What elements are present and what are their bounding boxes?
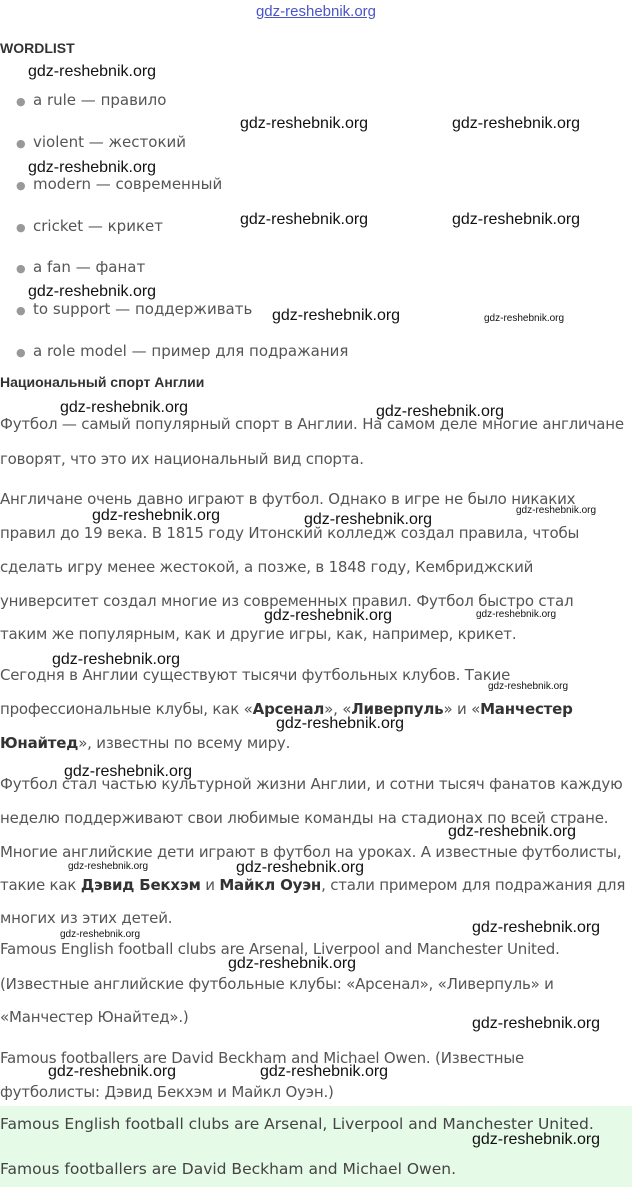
answer-line: Famous footballers are David Beckham and Michael Owen.	[0, 1160, 456, 1178]
watermark: gdz-reshebnik.org	[228, 955, 357, 972]
text-line: таким же популярным, как и другие игры, как, например, крикет.	[0, 625, 517, 643]
watermark: gdz-reshebnik.org	[236, 859, 365, 876]
watermark: gdz-reshebnik.org	[516, 505, 597, 516]
text-line: неделю поддерживают свои любимые команды на стадионах по всей стране.	[0, 809, 609, 827]
watermark: gdz-reshebnik.org	[28, 159, 157, 176]
watermark: gdz-reshebnik.org	[48, 1063, 177, 1080]
watermark: gdz-reshebnik.org	[240, 115, 369, 132]
watermark: gdz-reshebnik.org	[68, 861, 149, 872]
watermark: gdz-reshebnik.org	[92, 507, 221, 524]
text-line: Футбол стал частью культурной жизни Англии, и сотни тысяч фанатов каждую	[0, 775, 623, 793]
player-name: Майкл Оуэн	[219, 876, 322, 894]
text-line: говорят, что это их национальный вид спорта.	[0, 450, 364, 468]
watermark: gdz-reshebnik.org	[28, 283, 157, 300]
wordlist-item: ● a fan — фанат	[16, 258, 146, 276]
text-line: Англичане очень давно играют в футбол. Однако в игре не было никаких	[0, 490, 576, 508]
bullet-icon: ●	[16, 262, 26, 275]
site-header-link[interactable]: gdz-reshebnik.org	[255, 3, 377, 20]
watermark: gdz-reshebnik.org	[272, 307, 401, 324]
club-name: Ливерпуль	[351, 700, 444, 718]
wordlist-item: ● cricket — крикет	[16, 217, 163, 235]
wordlist-item: ● to support — поддерживать	[16, 300, 253, 318]
bullet-icon: ●	[16, 346, 26, 359]
watermark: gdz-reshebnik.org	[452, 115, 581, 132]
watermark: gdz-reshebnik.org	[376, 403, 505, 420]
watermark: gdz-reshebnik.org	[240, 211, 369, 228]
text-line: сделать игру менее жестокой, а позже, в 1848 году, Кембриджский	[0, 558, 534, 576]
text-line: профессиональные клубы, как «Арсенал», «Ливерпуль» и «Манчестер	[0, 700, 573, 718]
watermark: gdz-reshebnik.org	[472, 919, 601, 936]
watermark: gdz-reshebnik.org	[276, 715, 405, 732]
answer-line: Famous English football clubs are Arsenal, Liverpool and Manchester United.	[0, 1115, 594, 1133]
wordlist-item: ● a rule — правило	[16, 91, 167, 109]
club-name: Юнайтед	[0, 734, 79, 752]
watermark: gdz-reshebnik.org	[488, 681, 569, 692]
watermark: gdz-reshebnik.org	[448, 823, 577, 840]
wordlist-title: WORDLIST	[0, 40, 75, 56]
player-name: Дэвид Бекхэм	[80, 876, 201, 894]
text-line: такие как Дэвид Бекхэм и Майкл Оуэн, стали примером для подражания для	[0, 876, 626, 894]
watermark: gdz-reshebnik.org	[260, 1063, 389, 1080]
translation-line: (Известные английские футбольные клубы: «Арсенал», «Ливерпуль» и	[0, 975, 554, 993]
watermark: gdz-reshebnik.org	[484, 313, 565, 324]
bullet-icon: ●	[16, 179, 26, 192]
text-line: правил до 19 века. В 1815 году Итонский колледж создал правила, чтобы	[0, 524, 580, 542]
club-name: Манчестер	[480, 700, 573, 718]
text-line: Многие английские дети играют в футбол на уроках. А известные футболисты,	[0, 843, 622, 861]
watermark: gdz-reshebnik.org	[60, 399, 189, 416]
watermark: gdz-reshebnik.org	[452, 211, 581, 228]
text-line: Сегодня в Англии существуют тысячи футбольных клубов. Такие	[0, 666, 511, 684]
wordlist-item: ● violent — жестокий	[16, 133, 187, 151]
watermark: gdz-reshebnik.org	[64, 763, 193, 780]
article-title: Национальный спорт Англии	[0, 374, 205, 390]
club-name: Арсенал	[252, 700, 325, 718]
translation-line: футболисты: Дэвид Бекхэм и Майкл Оуэн.)	[0, 1083, 334, 1101]
watermark: gdz-reshebnik.org	[52, 651, 181, 668]
watermark: gdz-reshebnik.org	[304, 511, 433, 528]
translation-line: «Манчестер Юнайтед».)	[0, 1008, 189, 1026]
text-line: Футбол — самый популярный спорт в Англии. На самом деле многие англичане	[0, 415, 624, 433]
text-line: Юнайтед», известны по всему миру.	[0, 734, 291, 752]
watermark: gdz-reshebnik.org	[28, 63, 157, 80]
watermark: gdz-reshebnik.org	[60, 929, 141, 940]
watermark: gdz-reshebnik.org	[472, 1015, 601, 1032]
bullet-icon: ●	[16, 95, 26, 108]
watermark: gdz-reshebnik.org	[472, 1131, 601, 1148]
bullet-icon: ●	[16, 221, 26, 234]
wordlist-item: ● a role model — пример для подражания	[16, 342, 349, 360]
translation-line: Famous English football clubs are Arsenal, Liverpool and Manchester United.	[0, 940, 560, 958]
watermark: gdz-reshebnik.org	[264, 607, 393, 624]
bullet-icon: ●	[16, 137, 26, 150]
watermark: gdz-reshebnik.org	[476, 609, 557, 620]
text-line: многих из этих детей.	[0, 909, 173, 927]
wordlist-item: ● modern — современный	[16, 175, 223, 193]
text-line: университет создал многие из современных правил. Футбол быстро стал	[0, 592, 574, 610]
bullet-icon: ●	[16, 304, 26, 317]
translation-line: Famous footballers are David Beckham and Michael Owen. (Известные	[0, 1049, 525, 1067]
